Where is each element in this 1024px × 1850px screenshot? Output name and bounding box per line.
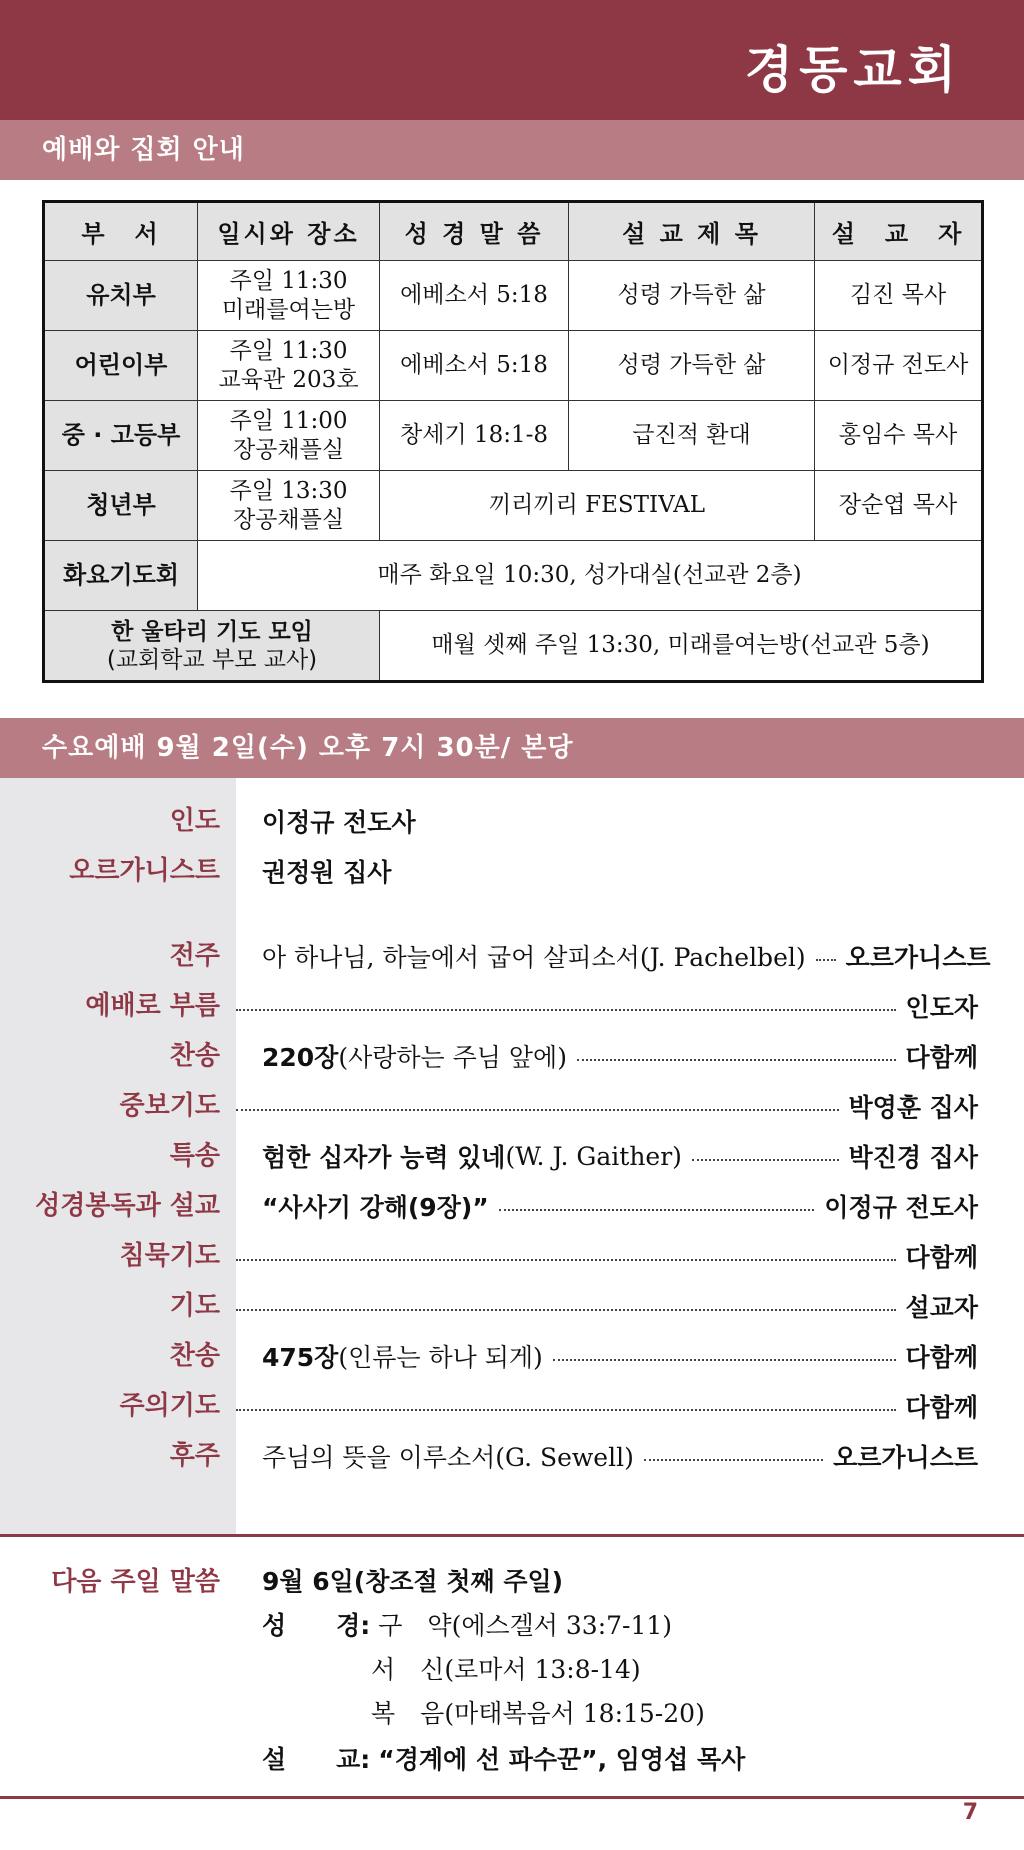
place: 교육관 203호 xyxy=(218,366,359,393)
title-cell: 성령 가득한 삶 xyxy=(569,331,815,401)
epistle-ref: (로마서 13:8-14) xyxy=(444,1655,641,1684)
schedule-table xyxy=(42,200,984,683)
order-label: 찬송 xyxy=(169,1041,220,1071)
order-row xyxy=(0,1286,1024,1326)
info-cell: 매월 셋째 주일 13:30, 미래를여는방(선교관 5층) xyxy=(380,611,983,682)
order-desc: (인류는 하나 되게) xyxy=(338,1343,543,1372)
organist-name: 권정원 집사 xyxy=(262,858,392,887)
footer-divider xyxy=(0,1796,1024,1799)
order-who: 박진경 집사 xyxy=(848,1143,978,1172)
order-label: 특송 xyxy=(169,1141,220,1171)
dept-cell: 유치부 xyxy=(44,261,198,331)
order-who: 오르가니스트 xyxy=(833,1443,978,1472)
order-label: 후주 xyxy=(169,1441,220,1471)
table-row xyxy=(44,331,983,401)
order-row xyxy=(0,1186,1024,1226)
leader-dots xyxy=(236,1109,839,1111)
dept-cell: 중 · 고등부 xyxy=(44,401,198,471)
order-who: 다함께 xyxy=(905,1343,978,1372)
leader-dots xyxy=(236,1009,896,1011)
table-row xyxy=(44,401,983,471)
place: 장공채플실 xyxy=(232,436,345,463)
order-desc: (W. J. Gaither) xyxy=(505,1141,682,1171)
time-place-cell xyxy=(198,401,380,471)
order-label: 기도 xyxy=(169,1291,220,1321)
sermon-title: “사사기 강해(9장)” xyxy=(262,1193,489,1222)
order-label: 침묵기도 xyxy=(119,1241,220,1271)
order-who: 이정규 전도사 xyxy=(824,1193,978,1222)
order-desc: 주님의 뜻을 이루소서(G. Sewell) xyxy=(262,1443,634,1472)
leader-dots xyxy=(644,1459,823,1461)
scripture-cell: 에베소서 5:18 xyxy=(380,331,569,401)
section-title-worship-guide: 예배와 집회 안내 xyxy=(0,120,1024,180)
leader-dots xyxy=(553,1359,896,1361)
dept-line: (교회학교 부모 교사) xyxy=(106,646,318,673)
table-row xyxy=(44,541,983,611)
leader-label: 인도 xyxy=(169,806,220,836)
page-number: 7 xyxy=(962,1800,978,1825)
order-row xyxy=(0,1336,1024,1376)
order-label: 중보기도 xyxy=(119,1091,220,1121)
order-who: 다함께 xyxy=(905,1043,978,1072)
time-place-cell xyxy=(198,261,380,331)
dept-cell xyxy=(44,611,380,682)
section-divider xyxy=(0,1534,1024,1537)
order-row xyxy=(0,936,1024,976)
order-who: 다함께 xyxy=(905,1243,978,1272)
order-row xyxy=(0,1036,1024,1076)
time: 주일 11:30 xyxy=(229,337,348,364)
place: 장공채플실 xyxy=(232,506,345,533)
order-label: 주의기도 xyxy=(119,1391,220,1421)
time-place-cell xyxy=(198,331,380,401)
col-header: 설 교 자 xyxy=(815,202,983,261)
time-place-cell xyxy=(198,471,380,541)
order-label: 성경봉독과 설교 xyxy=(35,1191,220,1221)
time: 주일 13:30 xyxy=(229,477,348,504)
time: 주일 11:00 xyxy=(229,407,348,434)
col-header: 부 서 xyxy=(44,202,198,261)
leader-dots xyxy=(816,959,836,961)
organist-label: 오르가니스트 xyxy=(69,856,220,886)
table-row xyxy=(44,471,983,541)
order-who: 설교자 xyxy=(905,1293,978,1322)
order-row xyxy=(0,1236,1024,1276)
ot-label: 구 약 xyxy=(378,1611,452,1640)
order-who: 오르가니스트 xyxy=(845,943,991,972)
special-song-title: 험한 십자가 능력 있네 xyxy=(262,1143,506,1172)
order-row xyxy=(0,1386,1024,1426)
next-sermon: “경계에 선 파수꾼”, 임영섭 목사 xyxy=(378,1745,746,1774)
sermon-label: 설 교: xyxy=(262,1745,371,1774)
order-row xyxy=(0,1136,1024,1176)
scripture-cell: 에베소서 5:18 xyxy=(380,261,569,331)
table-row xyxy=(44,611,983,682)
leader-dots xyxy=(236,1309,896,1311)
preacher-cell: 이정규 전도사 xyxy=(815,331,983,401)
order-row xyxy=(0,986,1024,1026)
col-header: 설 교 제 목 xyxy=(569,202,815,261)
hymn-number: 220장 xyxy=(262,1043,339,1072)
preacher-cell: 장순엽 목사 xyxy=(815,471,983,541)
order-label: 찬송 xyxy=(169,1341,220,1371)
col-header: 성 경 말 씀 xyxy=(380,202,569,261)
scripture-label: 성 경: xyxy=(262,1611,371,1640)
col-header: 일시와 장소 xyxy=(198,202,380,261)
merged-cell: 끼리끼리 FESTIVAL xyxy=(380,471,815,541)
order-who: 인도자 xyxy=(905,993,978,1022)
gospel-ref: (마태복음서 18:15-20) xyxy=(444,1699,705,1728)
title-cell: 성령 가득한 삶 xyxy=(569,261,815,331)
order-row xyxy=(0,1086,1024,1126)
epistle-label: 서 신 xyxy=(371,1655,445,1684)
leader-dots xyxy=(499,1209,815,1211)
dept-cell: 어린이부 xyxy=(44,331,198,401)
dept-cell: 청년부 xyxy=(44,471,198,541)
hymn-number: 475장 xyxy=(262,1343,339,1372)
order-who: 다함께 xyxy=(905,1393,978,1422)
title-cell: 급진적 환대 xyxy=(569,401,815,471)
church-name: 경동교회 xyxy=(744,41,962,99)
top-header xyxy=(0,0,1024,120)
leader-dots xyxy=(577,1059,896,1061)
order-who: 박영훈 집사 xyxy=(848,1093,978,1122)
table-header-row xyxy=(44,202,983,261)
order-label: 전주 xyxy=(169,941,220,971)
scripture-cell: 창세기 18:1-8 xyxy=(380,401,569,471)
next-week-date: 9월 6일(창조절 첫째 주일) xyxy=(262,1567,564,1596)
order-label: 예배로 부름 xyxy=(85,991,220,1021)
leader-dots xyxy=(692,1159,839,1161)
next-week-label: 다음 주일 말씀 xyxy=(51,1567,220,1597)
dept-cell: 화요기도회 xyxy=(44,541,198,611)
dept-line: 한 울타리 기도 모임 xyxy=(111,618,313,645)
table-row xyxy=(44,261,983,331)
ot-ref: (에스겔서 33:7-11) xyxy=(451,1611,673,1640)
leader-dots xyxy=(236,1259,896,1261)
leader-dots xyxy=(236,1409,896,1411)
order-desc: (사랑하는 주님 앞에) xyxy=(338,1043,567,1072)
preacher-cell: 홍임수 목사 xyxy=(815,401,983,471)
order-row xyxy=(0,1436,1024,1476)
leader-name: 이정규 전도사 xyxy=(262,808,416,837)
info-cell: 매주 화요일 10:30, 성가대실(선교관 2층) xyxy=(198,541,983,611)
order-desc: 아 하나님, 하늘에서 굽어 살피소서(J. Pachelbel) xyxy=(262,943,806,972)
time: 주일 11:30 xyxy=(229,267,348,294)
gospel-label: 복 음 xyxy=(371,1699,445,1728)
preacher-cell: 김진 목사 xyxy=(815,261,983,331)
leader-row xyxy=(0,801,1024,841)
place: 미래를여는방 xyxy=(221,296,356,323)
organist-row xyxy=(0,851,1024,891)
section-title-wednesday-service: 수요예배 9월 2일(수) 오후 7시 30분/ 본당 xyxy=(0,718,1024,778)
